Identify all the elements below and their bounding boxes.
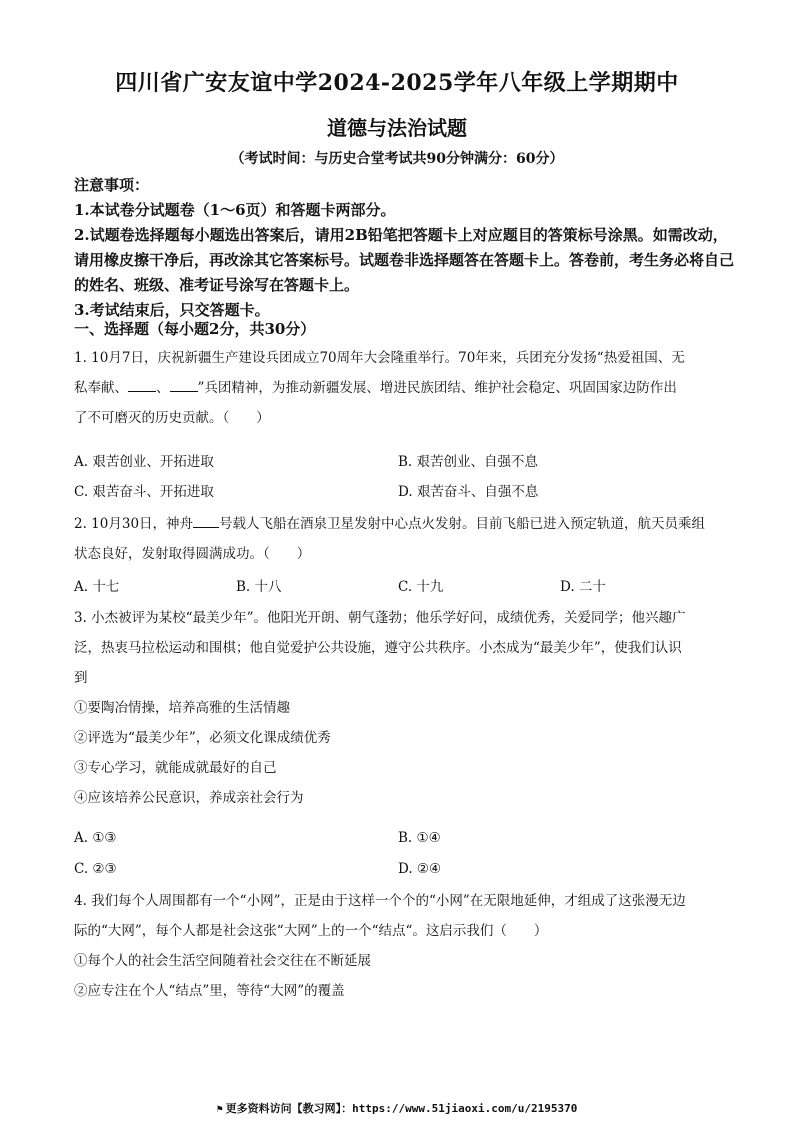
- q2-blank: [193, 513, 219, 528]
- question-4: [74, 886, 724, 1006]
- q2-line1-post: 号载人飞船在酒泉卫星发射中心点火发射。目前飞船已进入预定轨道，航天员乘组: [219, 516, 706, 532]
- flag-icon: ⚑: [216, 1104, 223, 1115]
- notes-heading: 注意事项：: [74, 176, 150, 194]
- exam-title-line1: 四川省广安友谊中学2024-2025学年八年级上学期期中: [115, 70, 679, 96]
- q3-line2: 泛，热衷马拉松运动和围棋；他自觉爱护公共设施，遵守公共秩序。小杰成为“最美少年”，使我们认识: [74, 640, 682, 656]
- q2-line1-pre: 2. 10月30日，神舟: [74, 516, 194, 532]
- q1-options-row2: [74, 477, 724, 507]
- q1-option-d[interactable]: D. 艰苦奋斗、自强不息: [398, 484, 539, 500]
- q1-line2-sep: 、: [156, 380, 170, 396]
- q1-line2: [74, 373, 724, 403]
- notes-item-1: 1.本试卷分试题卷（1～6页）和答题卡两部分。: [74, 201, 396, 219]
- q3-option-c[interactable]: C. ②③: [74, 861, 117, 877]
- q1-blank-1: [128, 377, 156, 392]
- q1-line1: 1. 10月7日，庆祝新疆生产建设兵团成立70周年大会隆重举行。70年来，兵团充分发扬“热爱祖国、无: [74, 350, 685, 366]
- q1-line2-post: 兵团精神，为推动新疆发展、增进民族团结、维护社会稳定、巩固国家边防作出: [204, 380, 677, 396]
- q1-option-c[interactable]: C. 艰苦奋斗、开拓进取: [74, 484, 214, 500]
- q3-options-row1: [74, 823, 724, 853]
- q3-line3: 到: [74, 670, 88, 686]
- q4-line1: 4. 我们每个人周围都有一个“小网”，正是由于这样一个个的“小网”在无限地延伸，才组成了这张漫无边: [74, 893, 686, 909]
- q3-option-b[interactable]: B. ①④: [398, 830, 441, 846]
- q2-options-row: [74, 572, 724, 602]
- q1-line2-pre: 私奉献、: [74, 380, 128, 396]
- section-heading: 一、选择题（每小题2分，共30分）: [74, 320, 316, 338]
- notes-item-3: 3.考试结束后，只交答题卡。: [74, 301, 270, 319]
- q3-option-a[interactable]: A. ①③: [74, 830, 117, 846]
- exam-subtitle: （考试时间：与历史合堂考试共90分钟满分：60分）: [230, 151, 564, 167]
- q1-line2-quote: ”: [197, 380, 205, 396]
- q2-option-a[interactable]: A. 十七: [74, 579, 120, 595]
- q2-line2: 状态良好，发射取得圆满成功。（ ）: [74, 546, 311, 562]
- q4-line2: 际的“大网”，每个人都是社会这张“大网”上的一个“结点“。这启示我们（ ）: [74, 923, 548, 939]
- footer-link[interactable]: [0, 1100, 794, 1116]
- q2-option-b[interactable]: B. 十八: [236, 579, 282, 595]
- q3-statement-2: ②评选为“最美少年”，必须文化课成绩优秀: [74, 730, 331, 746]
- q1-blank-2: [170, 377, 198, 392]
- q4-statement-2: ②应专注在个人“结点”里，等待“大网”的覆盖: [74, 983, 345, 999]
- q1-option-a[interactable]: A. 艰苦创业、开拓进取: [74, 454, 214, 470]
- question-3: [74, 603, 724, 813]
- question-1: [74, 343, 724, 433]
- question-2: [74, 509, 724, 569]
- q4-statement-1: ①每个人的社会生活空间随着社会交往在不断延展: [74, 953, 371, 969]
- notes-item-2: 2.试题卷选择题每小题选出答案后，请用2B铅笔把答题卡上对应题目的答策标号涂黑。如需改动，请用橡皮擦干净后，再改涂其它答案标号。试题卷非选择题答在答题卡上。答卷前，考生务必将自己的姓名、班级、准考证号涂写在答题卡上。: [74, 226, 735, 294]
- q3-option-d[interactable]: D. ②④: [398, 861, 442, 877]
- q2-option-d[interactable]: D. 二十: [560, 579, 606, 595]
- q3-options-row2: [74, 854, 724, 884]
- exam-title-line2: 道德与法治试题: [327, 116, 467, 140]
- q1-line3: 了不可磨灭的历史贡献。（ ）: [74, 410, 270, 426]
- q2-line1: [74, 509, 724, 539]
- footer-text[interactable]: 更多资料访问【教习网】：https://www.51jiaoxi.com/u/2195370: [225, 1102, 578, 1115]
- q2-option-c[interactable]: C. 十九: [398, 579, 444, 595]
- q1-options-row1: [74, 447, 724, 477]
- q1-option-b[interactable]: B. 艰苦创业、自强不息: [398, 454, 539, 470]
- q3-statement-1: ①要陶冶情操，培养高雅的生活情趣: [74, 700, 290, 716]
- q3-statement-4: ④应该培养公民意识，养成亲社会行为: [74, 790, 304, 806]
- q3-line1: 3. 小杰被评为某校“最美少年”。他阳光开朗、朝气蓬勃；他乐学好问，成绩优秀，关爱同学；他兴趣广: [74, 610, 686, 626]
- q3-statement-3: ③专心学习，就能成就最好的自己: [74, 760, 277, 776]
- notes-block: [74, 173, 734, 323]
